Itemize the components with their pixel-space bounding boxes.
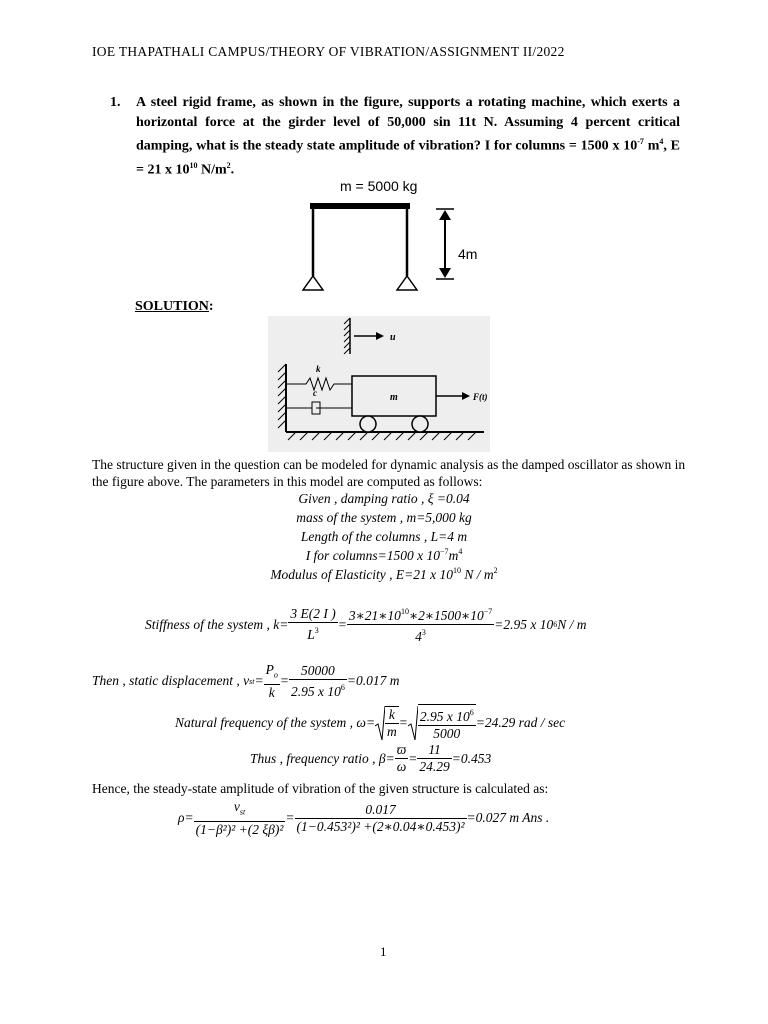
hence-text: Hence, the steady-state amplitude of vibration of the given structure is calculated as:	[92, 781, 549, 796]
question-exp-1: -7	[637, 137, 644, 146]
stiffness-fraction-1: $\frac{3 E(2 I )}{L^3}$	[290, 606, 336, 642]
static-displacement-equation: Then , static displacement , v st = $\frac{P_o}{k}$ = $\frac{50000}{2.95 x 10^6}$ =0.017 m	[92, 662, 400, 700]
question-exp-2: 4	[659, 137, 664, 146]
left-wheel	[360, 416, 376, 432]
question-exp-3: 10	[189, 161, 198, 171]
natural-frequency-equation: Natural frequency of the system , ω= $\frac{k}{m}$ = $\frac{2.95 x 10^6}{5000}$ =24.29 rad / sec	[175, 704, 565, 742]
question-number: 1.	[110, 95, 121, 110]
param-inertia: I for columns=1500 x $10^{-7}m^4$	[305, 547, 463, 563]
c-label: c	[313, 388, 317, 398]
question-block	[110, 93, 680, 180]
frame-figure	[290, 176, 510, 296]
question-text-mid: m	[643, 138, 660, 154]
frequency-ratio-equation: Thus , frequency ratio , β= $\frac{ϖ}{\omega}$ = $\frac{11}{24.29}$ =0.453	[250, 742, 492, 774]
frame-mass-label: m = 5000 kg	[340, 178, 418, 194]
amplitude-equation: ρ= $\frac{v_{st}}{\text{(1−β²)² +(2 ξβ)²}}$ = $\frac{0.017}{\text{(1−0.453²)² +(2∗0.04∗0.453)²}}$ =0.027 m Ans .	[178, 799, 550, 837]
sqrt-sign-1	[375, 704, 385, 742]
right-support	[397, 276, 417, 290]
question-text-end: .	[230, 162, 235, 178]
force-label: F(t)	[473, 392, 488, 402]
stiffness-fraction-2: $\frac{3∗21∗10^{10}∗2∗1500∗10^{-7}}{4^3}$	[347, 604, 494, 645]
question-text-main: A steel rigid frame, as shown in the figure, supports a rotating machine, which exerts a horizontal force at the girder level of 50,000 sin 11t N. Assuming 4 percent critical damping, what is the steady state amplitude of vibration? I for columns = 1500 x 10	[136, 95, 680, 154]
question-text	[136, 93, 680, 180]
left-support	[303, 276, 323, 290]
girder	[310, 203, 410, 209]
solution-label: SOLUTION	[135, 299, 209, 314]
k-label: k	[316, 364, 321, 374]
solution-heading	[135, 299, 214, 315]
solution-colon: :	[208, 299, 214, 314]
u-label: u	[390, 332, 396, 343]
page-header: IOE THAPATHALI CAMPUS/THEORY OF VIBRATION/ASSIGNMENT II/2022	[92, 44, 565, 59]
param-damping: Given , damping ratio , ξ =0.04	[298, 491, 470, 506]
param-modulus: Modulus of Elasticity , E=21 x $10^{10}$ N / $m^2$	[270, 566, 498, 582]
sqrt-sign-2	[408, 704, 418, 742]
oscillator-figure	[268, 316, 490, 452]
right-wheel	[412, 416, 428, 432]
stiffness-equation: Stiffness of the system , k= $\frac{3 E(2 I )}{L^3}$ = $\frac{3∗21∗10^{10}∗2∗1500∗10^{-7}}{4^3}$ =2.95 x 10 6 N / m	[145, 606, 587, 644]
question-text-mid-2: , E = 21 x 10	[136, 138, 680, 178]
intro-paragraph: The structure given in the question can be modeled for dynamic analysis as the damped oscillator as shown in the figure above. The parameters in this model are computed as follows:	[92, 457, 686, 489]
m-label: m	[390, 392, 398, 403]
param-mass: mass of the system , m=5,000 kg	[296, 510, 472, 525]
question-exp-4: 2	[226, 161, 231, 171]
question-text-mid-3: N/m	[197, 162, 227, 178]
page-number: 1	[380, 944, 387, 959]
param-length: Length of the columns , L=4 m	[300, 529, 468, 544]
height-label: 4m	[458, 246, 478, 262]
